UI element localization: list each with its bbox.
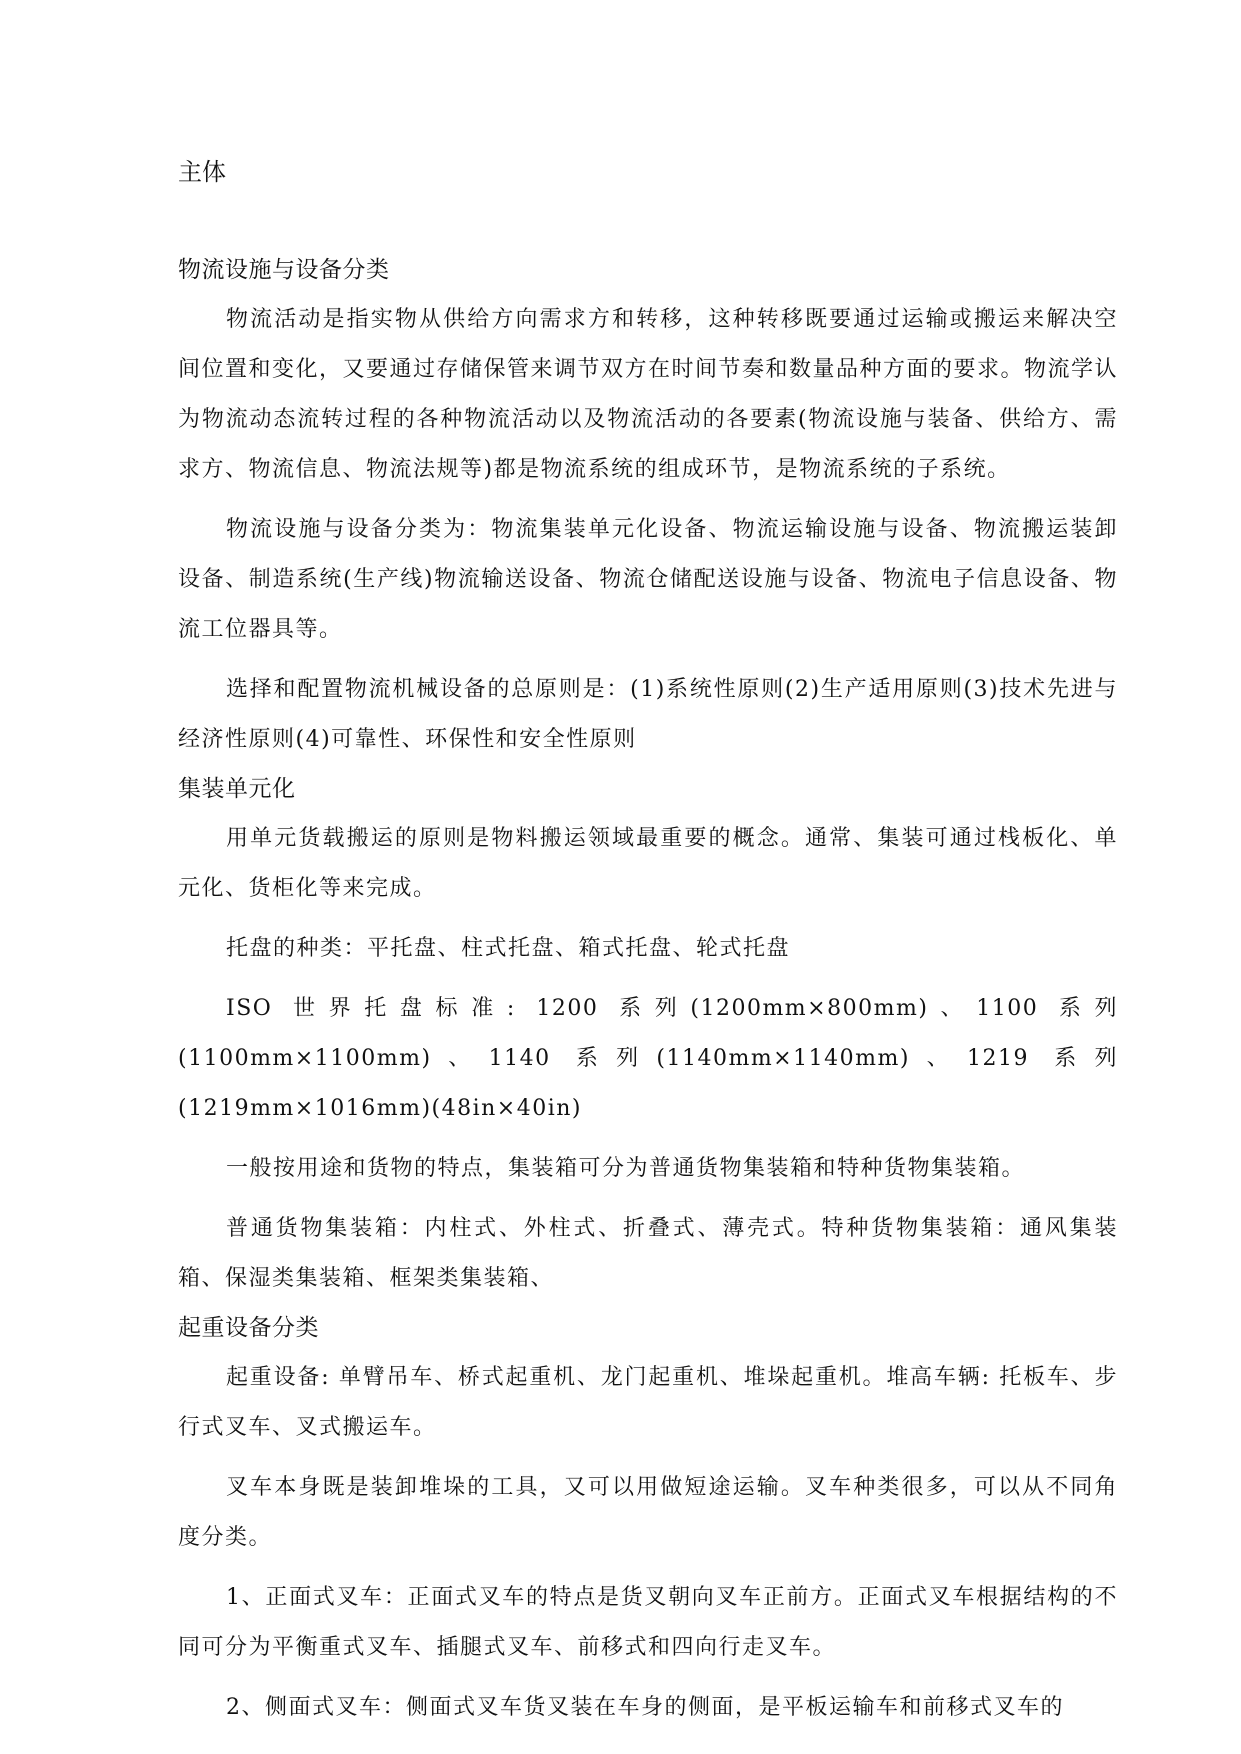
- paragraph: 用单元货载搬运的原则是物料搬运领域最重要的概念。通常、集装可通过栈板化、单元化、货柜化等来完成。: [178, 826, 1118, 901]
- paragraph: 起重设备: 单臂吊车、桥式起重机、龙门起重机、堆垛起重机。堆高车辆: 托板车、步行式叉车、叉式搬运车。: [178, 1365, 1118, 1440]
- paragraph: 1、正面式叉车：正面式叉车的特点是货叉朝向叉车正前方。正面式叉车根据结构的不同可分为平衡重式叉车、插腿式叉车、前移式和四向行走叉车。: [178, 1585, 1118, 1660]
- paragraph: 一般按用途和货物的特点，集装箱可分为普通货物集装箱和特种货物集装箱。: [226, 1156, 1026, 1181]
- paragraph: 2、侧面式叉车：侧面式叉车货叉装在车身的侧面，是平板运输车和前移式叉车的: [226, 1695, 1064, 1720]
- paragraph: 选择和配置物流机械设备的总原则是：(1)系统性原则(2)生产适用原则(3)技术先进与经济性原则(4)可靠性、环保性和安全性原则: [178, 677, 1118, 752]
- paragraph: 叉车本身既是装卸堆垛的工具，又可以用做短途运输。叉车种类很多，可以从不同角度分类。: [178, 1475, 1118, 1550]
- section-heading-unitization: 集装单元化: [178, 776, 296, 802]
- document-body: [178, 252, 1118, 1743]
- paragraph: ISO 世界托盘标准: 1200 系列(1200mm×800mm)、1100 系列(1100mm×1100mm)、1140 系列(1140mm×1140mm)、1219 系列(1219mm×1016mm)(48in×40in): [178, 996, 1118, 1121]
- section-heading-lifting-equipment: 起重设备分类: [178, 1315, 319, 1341]
- paragraph: 物流活动是指实物从供给方向需求方和转移，这种转移既要通过运输或搬运来解决空间位置和变化，又要通过存储保管来调节双方在时间节奏和数量品种方面的要求。物流学认为物流动态流转过程的各种物流活动以及物流活动的各要素(物流设施与装备、供给方、需求方、物流信息、物流法规等)都是物流系统的组成环节，是物流系统的子系统。: [178, 307, 1119, 482]
- paragraph: 物流设施与设备分类为：物流集装单元化设备、物流运输设施与设备、物流搬运装卸设备、制造系统(生产线)物流输送设备、物流仓储配送设施与设备、物流电子信息设备、物流工位器具等。: [178, 517, 1118, 642]
- section-heading-logistics-facilities: 物流设施与设备分类: [178, 257, 390, 283]
- paragraph: 普通货物集装箱：内柱式、外柱式、折叠式、薄壳式。特种货物集装箱：通风集装箱、保湿类集装箱、框架类集装箱、: [178, 1216, 1118, 1291]
- page-title: 主体: [178, 158, 226, 186]
- paragraph: 托盘的种类：平托盘、柱式托盘、箱式托盘、轮式托盘: [226, 936, 791, 961]
